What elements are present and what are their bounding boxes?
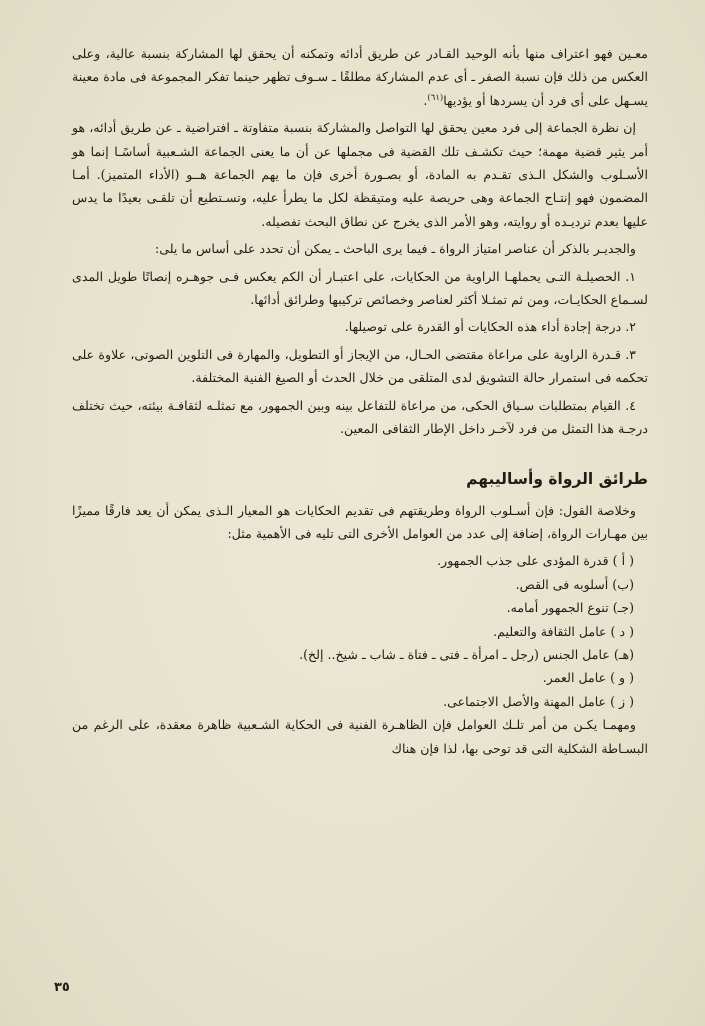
criteria-item-4: ٤. القيام بمتطلبات سـياق الحكى، من مراعاة للتفاعل بينه وبين الجمهور، مع تمثلـه لثقافـة بيئته، حيث تختلف درجـة هذا التمثل من فرد لآخـر داخل الإطار الثقافى المعين. (72, 397, 648, 437)
criteria-item-3: ٣. قـدرة الراوية على مراعاة مقتضى الحـال، من الإيجاز أو التطويل، والمهارة فى التلوين الصوتى، علاوة على تحكمه فى استمرار حالة التشويق لدى المتلقى من خلال الحدث أو الصيغ الفنية المختلفة. (72, 346, 648, 386)
page-number: ٣٥ (54, 980, 70, 995)
paragraph-1 (72, 42, 648, 112)
section-heading: طرائق الرواة وأساليبهم (466, 469, 648, 488)
criteria-item-1: ١. الحصيلـة التـى يحملهـا الراوية من الحكايات، على اعتبـار أن الكم يعكس فـى جوهـره إنصاتًا طويل المدى لسـماع الحكايـات، ومن ثم تمثـلا أكثر لعناصر وخصائص تركيبها وطرائق أدائها. (72, 268, 648, 308)
paragraph-2: إن نظرة الجماعة إلى فرد معين يحقق لها التواصل والمشاركة بنسبة متفاوتة ـ افتراضية ـ عن طريق أدائه، هو أمر يثير قضية مهمة؛ حيث تكشـف تلك القضية فى مجملها عن أن ما يعنى الجماعة الشـعبية أساسًـا إنما هو الأسـلوب والشكل الـذى تقـدم به المادة، أو بصـورة أخرى فإن ما يهم الجماعة هــو (الأداء المتميز). أمـا المضمون فهو إنتـاج الجماعة وهى حريصة عليه ومتيقظة لكل ما يطرأ عليه، وتسـتطيع أن تلقـى بعيدًا ما يدس عليها بعدم ترديـده أو روايته، وهو الأمر الذى يخرج عن نطاق البحث تفصيله. (72, 120, 648, 229)
footnote-marker: (٦١) (427, 92, 444, 103)
paragraph-1-text: معـين فهو اعتراف منها بأنه الوحيد القـادر عن طريق أدائه وتمكنه أن يحقق لها المشاركة بنسبة عالية، وعلى العكس من ذلك فإن نسبة الصفر ـ أى عدم المشاركة مطلقًا ـ سـوف تظهر حينما تفكر المجموعة فى مادة معينة يسـهل على أى فرد أن يسردها أو يؤديها (72, 46, 648, 108)
paragraph-5: ومهمـا يكـن من أمر تلـك العوامل فإن الظاهـرة الفنية فى الحكاية الشـعبية ظاهرة معقدة، على الرغم من البسـاطة الشكلية التى قد توحى بها، لذا فإن هناك (72, 717, 648, 756)
criteria-item-2: ٢. درجة إجادة أداء هذه الحكايات أو القدرة على توصيلها. (344, 319, 636, 335)
paragraph-1-end: . (423, 92, 428, 108)
page-body (72, 42, 648, 764)
factor-item: ( د ) عامل الثقافة والتعليم. (493, 623, 634, 639)
paragraph-3: والجديـر بالذكر أن عناصر امتياز الرواة ـ فيما يرى الباحث ـ يمكن أن تحدد على أساس ما يلى: (155, 241, 636, 257)
factor-item: (جـ) تنوع الجمهور أمامه. (506, 600, 634, 616)
factors-list (72, 549, 648, 713)
factor-item: (ب) أسلوبه فى القص. (515, 576, 634, 592)
factor-item: ( ز ) عامل المهنة والأصل الاجتماعى. (443, 693, 634, 709)
factor-item: (هـ) عامل الجنس (رجل ـ امرأة ـ فتى ـ فتاة ـ شاب ـ شيخ.. إلخ). (299, 646, 634, 662)
factor-item: ( أ ) قدرة المؤدى على جذب الجمهور. (437, 553, 634, 569)
factor-item: ( و ) عامل العمر. (542, 670, 634, 686)
paragraph-4: وخلاصة القول: فإن أسـلوب الرواة وطريقتهم فى تقديم الحكايات هو المعيار الـذى يمكن أن يعد فارقًا مميزًا بين مهـارات الرواة، إضافة إلى عدد من العوامل الأخرى التى تليه فى الأهمية مثل: (72, 502, 648, 541)
